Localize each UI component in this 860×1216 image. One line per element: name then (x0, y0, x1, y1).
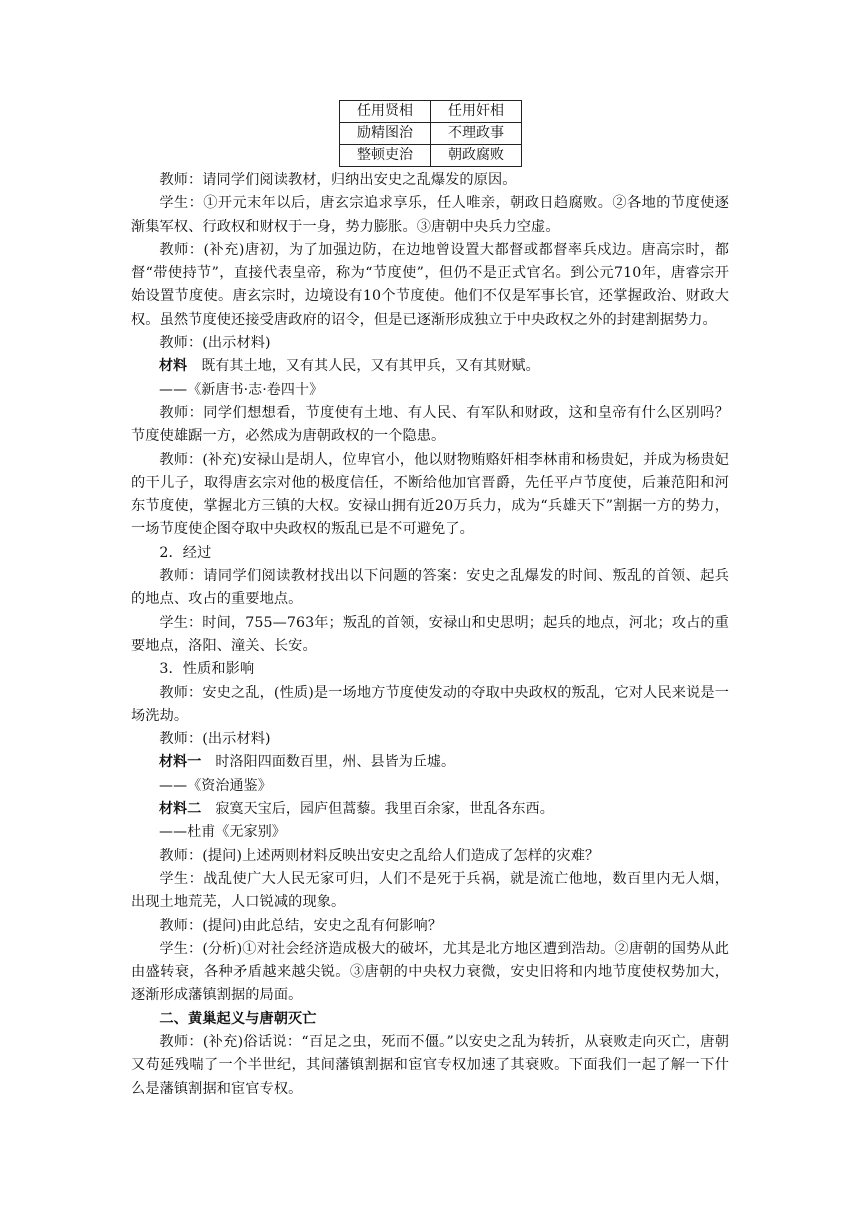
material-quote (131, 751, 729, 774)
table-cell: 朝政腐败 (431, 145, 522, 167)
material-label: 材料一 (159, 754, 202, 771)
quote-text: 时洛阳四面数百里，州、县皆为丘墟。 (215, 754, 456, 771)
paragraph: 教师：同学们想想看，节度使有土地、有人民、有军队和财政，这和皇帝有什么区别吗？节度使雄踞一方，必然成为唐朝政权的一个隐患。 (131, 404, 729, 445)
comparison-table (339, 100, 522, 167)
quote-source: ——《新唐书·志·卷四十》 (159, 381, 324, 398)
material-quote (131, 798, 729, 821)
table-cell: 励精图治 (340, 123, 431, 145)
quote-text: 既有其土地，又有其人民，又有其甲兵，又有其财赋。 (201, 358, 540, 375)
paragraph: 教师：(补充)唐初，为了加强边防，在边地曾设置大都督或都督率兵戍边。唐高宗时，都督“带使持节”，直接代表皇帝，称为“节度使”，但仍不是正式官名。到公元710年，唐睿宗开始设置节度使。唐玄宗时，边境设有10个节度使。他们不仅是军事长官，还掌握政治、财政大权。虽然节度使还接受唐政府的诏令，但是已逐渐形成独立于中央政权之外的封建割据势力。 (131, 241, 729, 328)
paragraph: 教师：(出示材料) (159, 335, 271, 352)
quote-text: 寂寞天宝后，园庐但蒿藜。我里百余家，世乱各东西。 (215, 801, 554, 818)
quote-source: ——《资治通鉴》 (159, 777, 272, 794)
document-page (131, 100, 729, 1101)
paragraph: 教师：(出示材料) (159, 731, 271, 748)
paragraph: 学生：时间，755—763年；叛乱的首领，安禄山和史思明；起兵的地点，河北；攻占的重要地点，洛阳、潼关、长安。 (131, 614, 729, 654)
material-label: 材料 (159, 358, 188, 375)
section-heading: 二、黄巢起义与唐朝灭亡 (159, 1010, 317, 1027)
paragraph: 教师：请同学们阅读教材找出以下问题的答案：安史之乱爆发的时间、叛乱的首领、起兵的地点、攻占的重要地点。 (131, 568, 729, 608)
paragraph: 教师：请同学们阅读教材，归纳出安史之乱爆发的原因。 (159, 172, 517, 188)
paragraph: 学生：①开元末年以后，唐玄宗追求享乐，任人唯亲，朝政日趋腐败。②各地的节度使逐渐集军权、行政权和财权于一身，势力膨胀。③唐朝中央兵力空虚。 (131, 195, 729, 235)
paragraph: 教师：(补充)俗话说：“百足之虫，死而不僵。”以安史之乱为转折，从衰败走向灭亡，唐朝又苟延残喘了一个半世纪，其间藩镇割据和宦官专权加速了其衰败。下面我们一起了解一下什么是藩镇割据和宦官专权。 (131, 1033, 729, 1097)
quote-source: ——杜甫《无家别》 (159, 824, 286, 841)
paragraph: 教师：安史之乱，(性质)是一场地方节度使发动的夺取中央政权的叛乱，它对人民来说是一场洗劫。 (131, 684, 729, 724)
table-row (340, 101, 522, 123)
paragraph: 教师：(提问)由此总结，安史之乱有何影响？ (159, 917, 443, 934)
paragraph: 教师：(补充)安禄山是胡人，位卑官小，他以财物贿赂奸相李林甫和杨贵妃，并成为杨贵妃的干儿子，取得唐玄宗对他的极度信任，不断给他加官晋爵，先任平卢节度使，后兼范阳和河东节度使，掌握北方三镇的大权。安禄山拥有近20万兵力，成为“兵雄天下”割据一方的势力，一场节度使企图夺取中央政权的叛乱已是不可避免了。 (131, 451, 729, 538)
section-heading: 2．经过 (159, 544, 212, 561)
paragraph: 教师：(提问)上述两则材料反映出安史之乱给人们造成了怎样的灾难？ (159, 847, 600, 864)
table-row (340, 145, 522, 167)
table-cell: 任用贤相 (340, 101, 431, 123)
paragraph: 学生：战乱使广大人民无家可归，人们不是死于兵祸，就是流亡他地，数百里内无人烟，出现土地荒芜，人口锐减的现象。 (131, 870, 729, 911)
table-cell: 整顿吏治 (340, 145, 431, 167)
material-label: 材料二 (159, 801, 202, 818)
table-cell: 不理政事 (431, 123, 522, 145)
section-heading: 3．性质和影响 (159, 661, 255, 678)
table-row (340, 123, 522, 145)
paragraph: 学生：(分析)①对社会经济造成极大的破坏，尤其是北方地区遭到浩劫。②唐朝的国势从此由盛转衰，各种矛盾越来越尖锐。③唐朝的中央权力衰微，安史旧将和内地节度使权势加大，逐渐形成藩镇割据的局面。 (131, 940, 729, 1004)
table-cell: 任用奸相 (431, 101, 522, 123)
material-quote (131, 355, 729, 378)
